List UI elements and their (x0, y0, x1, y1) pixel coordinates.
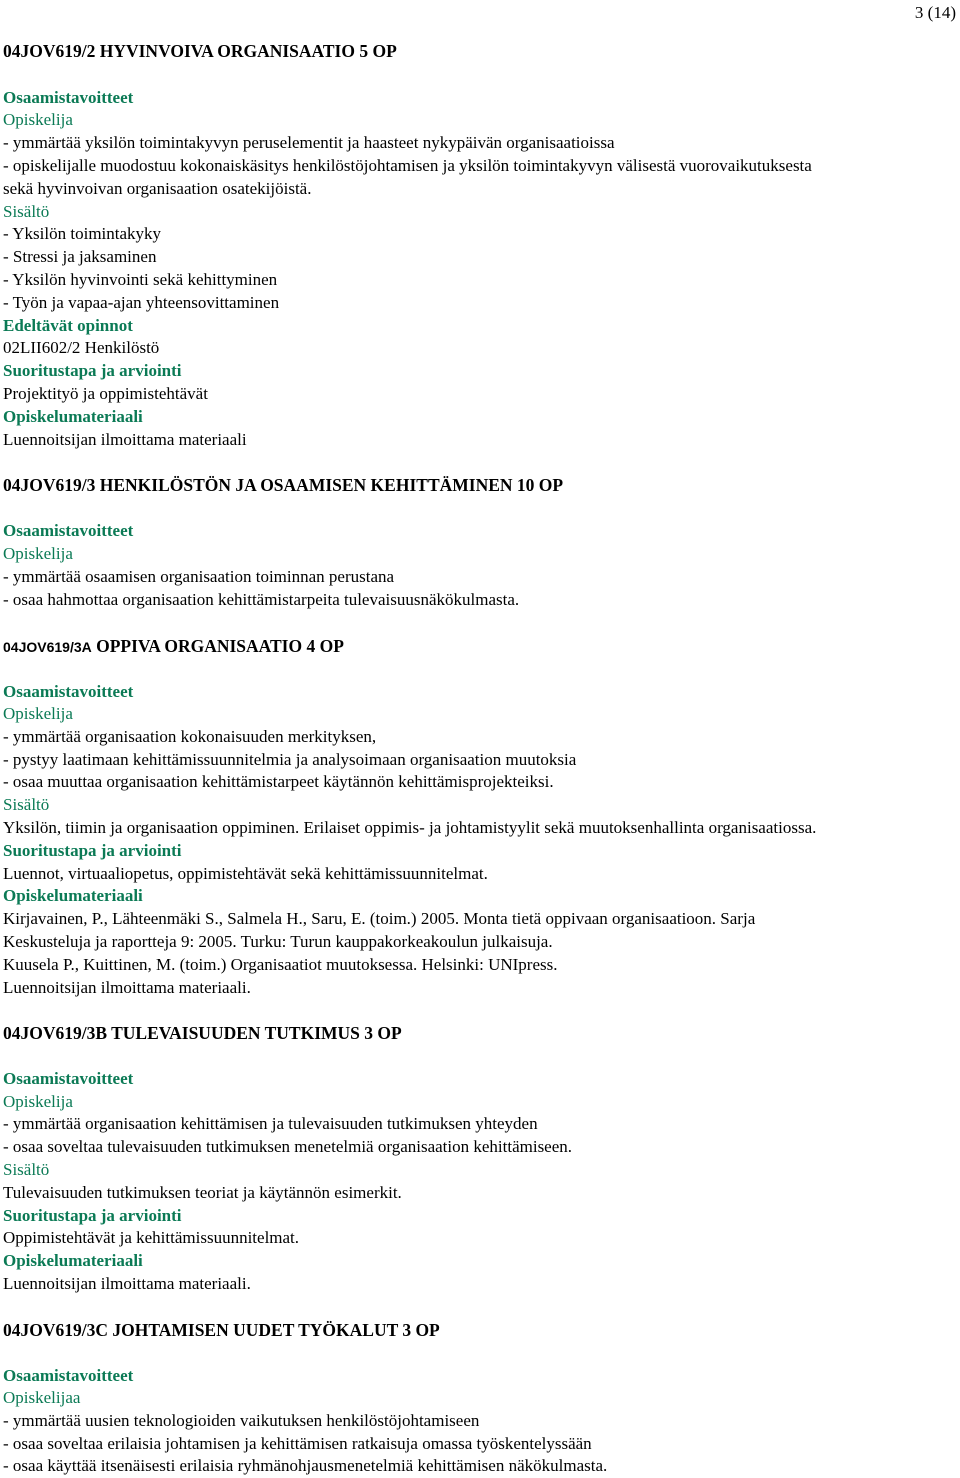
section-label: Sisältö (3, 202, 50, 221)
text-line: Opiskelija (3, 110, 73, 129)
text-line: Yksilön, tiimin ja organisaation oppiminen. Erilaiset oppimis- ja johtamistyylit sekä muutoksenhallinta organisaatiossa. (3, 818, 817, 837)
section-label: Suoritustapa ja arviointi (3, 361, 182, 380)
text-line: Oppimistehtävät ja kehittämissuunnitelmat. (3, 1228, 300, 1247)
text-line: - ymmärtää yksilön toimintakyvyn peruselementit ja haasteet nykypäivän organisaatioissa (3, 133, 615, 152)
text-line: - osaa hahmottaa organisaation kehittämistarpeita tulevaisuusnäkökulmasta. (3, 590, 520, 609)
text-line: - osaa soveltaa tulevaisuuden tutkimuksen menetelmiä organisaation kehittämiseen. (3, 1137, 573, 1156)
text-line: - osaa soveltaa erilaisia johtamisen ja kehittämisen ratkaisuja omassa työskentelyssään (3, 1434, 592, 1453)
section-label: Opiskelumateriaali (3, 886, 143, 905)
text-line: - Työn ja vapaa-ajan yhteensovittaminen (3, 293, 280, 312)
text-line: - Stressi ja jaksaminen (3, 247, 157, 266)
section-label: Opiskelumateriaali (3, 1251, 143, 1270)
section-label: Osaamistavoitteet (3, 88, 134, 107)
section-label: Sisältö (3, 1160, 50, 1179)
section-label: Osaamistavoitteet (3, 682, 134, 701)
text-line: - osaa muuttaa organisaation kehittämistarpeet käytännön kehittämisprojekteiksi. (3, 772, 554, 791)
text-line: - osaa käyttää itsenäisesti erilaisia ryhmänohjausmenetelmiä kehittämisen näkökulmasta. (3, 1456, 608, 1475)
text-line: - ymmärtää osaamisen organisaation toiminnan perustana (3, 567, 395, 586)
text-line: Luennoitsijan ilmoittama materiaali (3, 430, 247, 449)
course-title: 04JOV619/2 HYVINVOIVA ORGANISAATIO 5 OP (3, 41, 397, 61)
text-line: Luennoitsijan ilmoittama materiaali. (3, 978, 251, 997)
course-code: 04JOV619/3A (3, 639, 92, 655)
page-number: 3 (14) (914, 3, 956, 22)
text-line: Kirjavainen, P., Lähteenmäki S., Salmela H., Saru, E. (toim.) 2005. Monta tietä oppivaan organisaatioon. Sarja (3, 909, 756, 928)
text-line: sekä hyvinvoivan organisaation osatekijöistä. (3, 179, 312, 198)
text-line: - Yksilön hyvinvointi sekä kehittyminen (3, 270, 278, 289)
text-line: - ymmärtää organisaation kehittämisen ja tulevaisuuden tutkimuksen yhteyden (3, 1114, 538, 1133)
text-line: - ymmärtää uusien teknologioiden vaikutuksen henkilöstöjohtamiseen (3, 1411, 480, 1430)
section-label: Edeltävät opinnot (3, 316, 133, 335)
text-line: Luennoitsijan ilmoittama materiaali. (3, 1274, 251, 1293)
text-line: - pystyy laatimaan kehittämissuunnitelmia ja analysoimaan organisaation muutoksia (3, 750, 577, 769)
text-line: Kuusela P., Kuittinen, M. (toim.) Organisaatiot muutoksessa. Helsinki: UNIpress. (3, 955, 558, 974)
text-line: - ymmärtää organisaation kokonaisuuden merkityksen, (3, 727, 377, 746)
section-label: Osaamistavoitteet (3, 1366, 134, 1385)
text-line: Opiskelija (3, 704, 73, 723)
course-name: OPPIVA ORGANISAATIO 4 OP (96, 636, 344, 656)
section-label: Opiskelumateriaali (3, 407, 143, 426)
course-title: 04JOV619/3B TULEVAISUUDEN TUTKIMUS 3 OP (3, 1023, 402, 1043)
section-label: Suoritustapa ja arviointi (3, 1206, 182, 1225)
text-line: 02LII602/2 Henkilöstö (3, 338, 160, 357)
course-title: 04JOV619/3 HENKILÖSTÖN JA OSAAMISEN KEHITTÄMINEN 10 OP (3, 475, 564, 495)
text-line: Opiskelijaa (3, 1388, 81, 1407)
text-line: Luennot, virtuaaliopetus, oppimistehtävät sekä kehittämissuunnitelmat. (3, 864, 488, 883)
section-label: Sisältö (3, 795, 50, 814)
text-line: Keskusteluja ja raportteja 9: 2005. Turku: Turun kauppakorkeakoulun julkaisuja. (3, 932, 553, 951)
course-title (3, 635, 344, 658)
section-label: Osaamistavoitteet (3, 521, 134, 540)
text-line: - opiskelijalle muodostuu kokonaiskäsitys henkilöstöjohtamisen ja yksilön toimintakyvyn välisestä vuorovaikutuksesta (3, 156, 812, 175)
text-line: Tulevaisuuden tutkimuksen teoriat ja käytännön esimerkit. (3, 1183, 402, 1202)
section-label: Osaamistavoitteet (3, 1069, 134, 1088)
text-line: - Yksilön toimintakyky (3, 224, 162, 243)
course-title: 04JOV619/3C JOHTAMISEN UUDET TYÖKALUT 3 OP (3, 1320, 440, 1340)
text-line: Projektityö ja oppimistehtävät (3, 384, 208, 403)
section-label: Suoritustapa ja arviointi (3, 841, 182, 860)
text-line: Opiskelija (3, 544, 73, 563)
text-line: Opiskelija (3, 1092, 73, 1111)
